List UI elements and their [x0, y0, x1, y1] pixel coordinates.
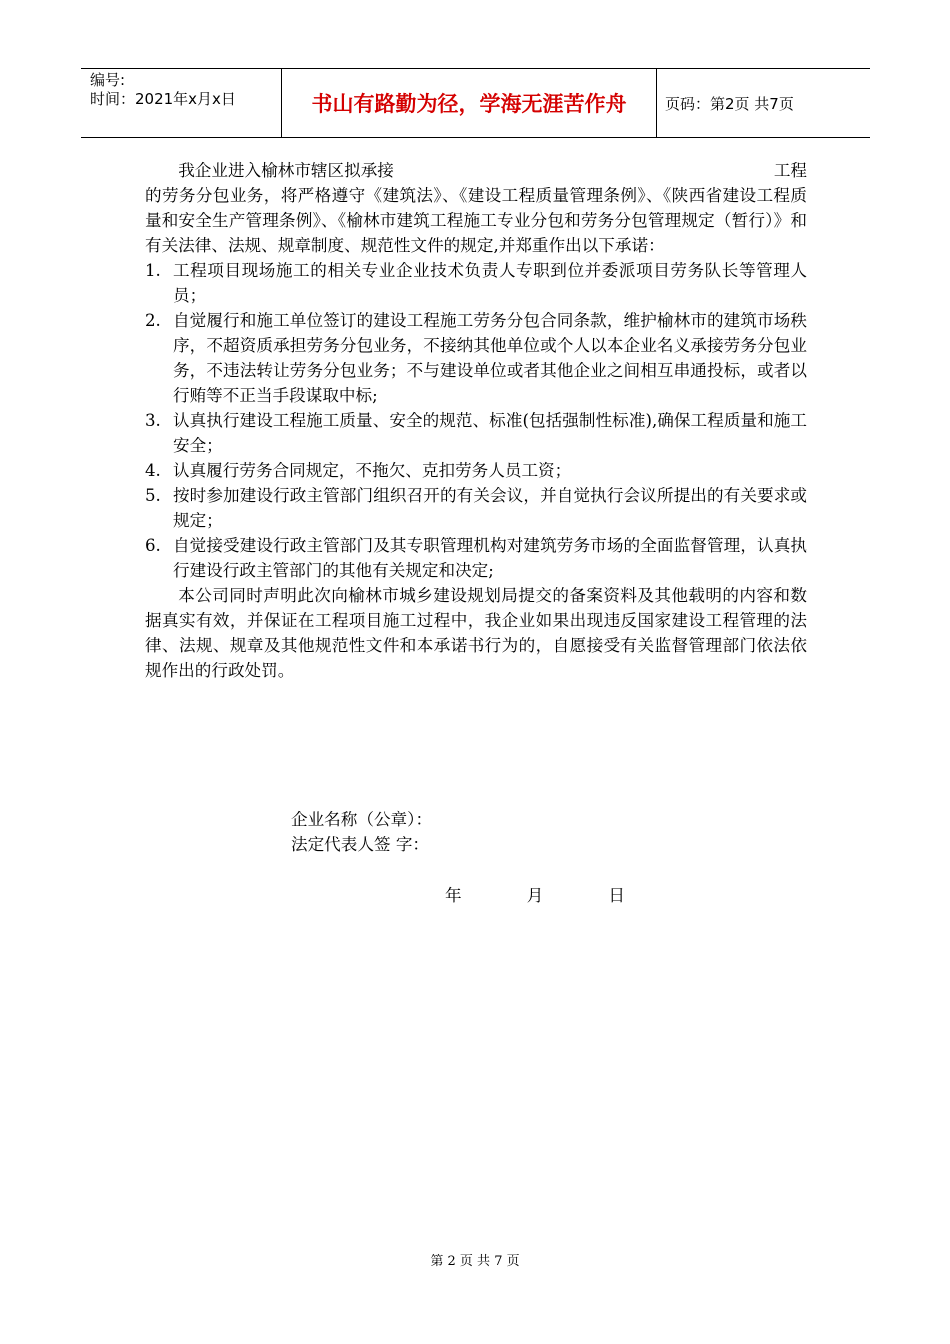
page-header	[81, 68, 870, 138]
date-year: 年	[445, 886, 462, 905]
closing-paragraph: 本公司同时声明此次向榆林市城乡建设规划局提交的备案资料及其他载明的内容和数据真实有效，并保证在工程项目施工过程中，我企业如果出现违反国家建设工程管理的法律、法规、规章及其他规范性文件和本承诺书行为的，自愿接受有关监督管理部门依法依规作出的行政处罚。	[145, 586, 807, 680]
representative-signature-label: 法定代表人签 字：	[291, 835, 430, 854]
date-month: 月	[526, 886, 544, 905]
intro-end: 工程	[773, 161, 807, 180]
document-time: 时间：2021年x月x日	[90, 90, 236, 108]
list-item: 1. 工程项目现场施工的相关专业企业技术负责人专职到位并委派项目劳务队长等管理人员；	[145, 261, 807, 305]
date-day: 日	[608, 886, 625, 905]
header-motto: 书山有路勤为径，学海无涯苦作舟	[282, 69, 657, 137]
signature-block	[291, 807, 432, 857]
list-item: 4. 认真履行劳务合同规定，不拖欠、克扣劳务人员工资；	[145, 461, 572, 480]
document-body	[145, 158, 807, 683]
commitment-list	[145, 258, 807, 583]
list-item: 3. 认真执行建设工程施工质量、安全的规范、标准(包括强制性标准),确保工程质量和施工安全；	[145, 411, 807, 455]
company-name-label: 企业名称（公章）：	[291, 810, 433, 829]
document-number: 编号:	[90, 71, 126, 89]
intro-first-line	[145, 158, 807, 183]
page-footer: 第 2 页 共 7 页	[430, 1254, 520, 1269]
list-item: 5. 按时参加建设行政主管部门组织召开的有关会议，并自觉执行会议所提出的有关要求或规定；	[145, 486, 807, 530]
intro-start: 我企业进入榆林市辖区拟承接	[178, 161, 394, 180]
header-page-number: 页码：第2页 共7页	[665, 94, 794, 113]
intro-paragraph: 的劳务分包业务，将严格遵守《建筑法》、《建设工程质量管理条例》、《陕西省建设工程质量和安全生产管理条例》、《榆林市建筑工程施工专业分包和劳务分包管理规定（暂行）》和有关法律、法规、规章制度、规范性文件的规定,并郑重作出以下承诺：	[145, 186, 807, 255]
header-info	[81, 69, 282, 137]
list-item: 2. 自觉履行和施工单位签订的建设工程施工劳务分包合同条款，维护榆林市的建筑市场秩序，不超资质承担劳务分包业务，不接纳其他单位或个人以本企业名义承接劳务分包业务，不违法转让劳务分包业务；不与建设单位或者其他企业之间相互串通投标，或者以行贿等不正当手段谋取中标;	[145, 311, 807, 405]
list-item: 6. 自觉接受建设行政主管部门及其专职管理机构对建筑劳务市场的全面监督管理，认真执行建设行政主管部门的其他有关规定和决定;	[145, 536, 807, 580]
date-line	[445, 882, 625, 906]
